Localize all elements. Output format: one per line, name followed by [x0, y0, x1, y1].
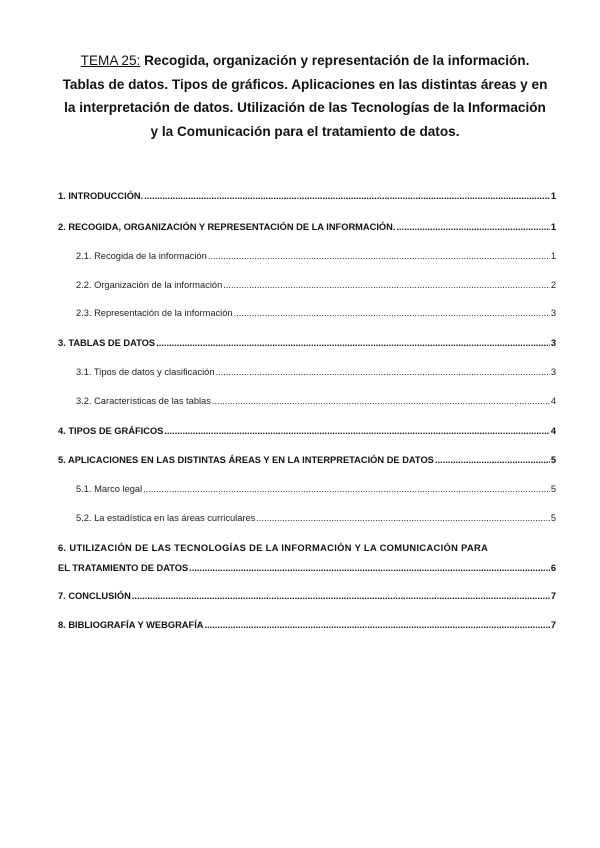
- toc-page: 4: [550, 396, 556, 406]
- toc-label: 4. TIPOS DE GRÁFICOS: [58, 426, 164, 436]
- toc-label: 2. RECOGIDA, ORGANIZACIÓN Y REPRESENTACIÓN DE LA INFORMACIÓN.: [58, 222, 396, 232]
- toc-page: 3: [550, 367, 556, 377]
- toc-entry-2[interactable]: [58, 222, 556, 232]
- toc-label: 5. APLICACIONES EN LAS DISTINTAS ÁREAS Y EN LA INTERPRETACIÓN DE DATOS: [58, 455, 434, 465]
- title-text: Recogida, organización y representación de la información. Tablas de datos. Tipos de gráficos. Aplicaciones en las distintas áreas y en la interpretación de datos. Utilización de las Tecnologías de la Información y la Comunicación para el tratamiento de datos.: [62, 53, 548, 139]
- toc-entry-2-2[interactable]: [76, 280, 556, 290]
- toc-page: 3: [550, 338, 556, 348]
- toc-entry-5-2[interactable]: [76, 513, 556, 523]
- toc-label: 3. TABLAS DE DATOS: [58, 338, 156, 348]
- toc-entry-8[interactable]: [58, 620, 556, 630]
- toc-leader: [205, 620, 550, 630]
- toc-page: 4: [550, 426, 556, 436]
- toc-entry-6[interactable]: [58, 538, 556, 578]
- toc-page: 2: [550, 280, 556, 290]
- toc-leader: [212, 396, 550, 406]
- toc-page: 6: [550, 563, 556, 573]
- toc-leader: [208, 251, 550, 261]
- toc-label: 5.2. La estadística en las áreas curriculares: [76, 513, 256, 523]
- toc-leader: [164, 426, 549, 436]
- toc-leader: [156, 338, 550, 348]
- toc-leader: [143, 484, 550, 494]
- toc-leader: [223, 280, 550, 290]
- toc-entry-3-2[interactable]: [76, 396, 556, 406]
- toc-label: 6. UTILIZACIÓN DE LAS TECNOLOGÍAS DE LA INFORMACIÓN Y LA COMUNICACIÓN PARA: [58, 543, 489, 553]
- toc-page: 1: [550, 191, 556, 201]
- toc-page: 1: [550, 222, 556, 232]
- toc-label: 3.2. Características de las tablas: [76, 396, 211, 406]
- toc-leader: [396, 222, 549, 232]
- toc-entry-1[interactable]: [58, 191, 556, 201]
- document-title: [60, 49, 550, 143]
- toc-leader: [189, 558, 550, 578]
- toc-leader: [132, 591, 550, 601]
- toc-page: 5: [550, 513, 556, 523]
- toc-page: 1: [550, 251, 556, 261]
- toc-entry-3-1[interactable]: [76, 367, 556, 377]
- toc-label-continued: EL TRATAMIENTO DE DATOS: [58, 563, 189, 573]
- toc-entry-5[interactable]: [58, 455, 556, 465]
- toc-page: 7: [550, 591, 556, 601]
- toc-page: 5: [550, 484, 556, 494]
- toc-entry-4[interactable]: [58, 426, 556, 436]
- toc-entry-7[interactable]: [58, 591, 556, 601]
- toc-page: 3: [550, 308, 556, 318]
- toc-label: 8. BIBLIOGRAFÍA Y WEBGRAFÍA: [58, 620, 204, 630]
- toc-entry-5-1[interactable]: [76, 484, 556, 494]
- toc-page: 7: [550, 620, 556, 630]
- toc-leader: [144, 191, 550, 201]
- toc-label-line2: [58, 558, 556, 578]
- toc-label: 2.1. Recogida de la información: [76, 251, 207, 261]
- toc-leader: [435, 455, 550, 465]
- toc-leader: [234, 308, 550, 318]
- toc-label: 1. INTRODUCCIÓN.: [58, 191, 144, 201]
- toc-page: 5: [550, 455, 556, 465]
- toc-label-line1: [58, 538, 556, 558]
- title-lead: TEMA 25:: [80, 53, 141, 68]
- toc-entry-2-3[interactable]: [76, 308, 556, 318]
- toc-leader: [256, 513, 550, 523]
- toc-label: 2.2. Organización de la información: [76, 280, 223, 290]
- toc-label: 2.3. Representación de la información: [76, 308, 233, 318]
- toc-leader: [216, 367, 550, 377]
- toc-entry-3[interactable]: [58, 338, 556, 348]
- toc-label: 5.1. Marco legal: [76, 484, 143, 494]
- toc-label: 7. CONCLUSIÓN: [58, 591, 131, 601]
- toc-entry-2-1[interactable]: [76, 251, 556, 261]
- toc-label: 3.1. Tipos de datos y clasificación: [76, 367, 215, 377]
